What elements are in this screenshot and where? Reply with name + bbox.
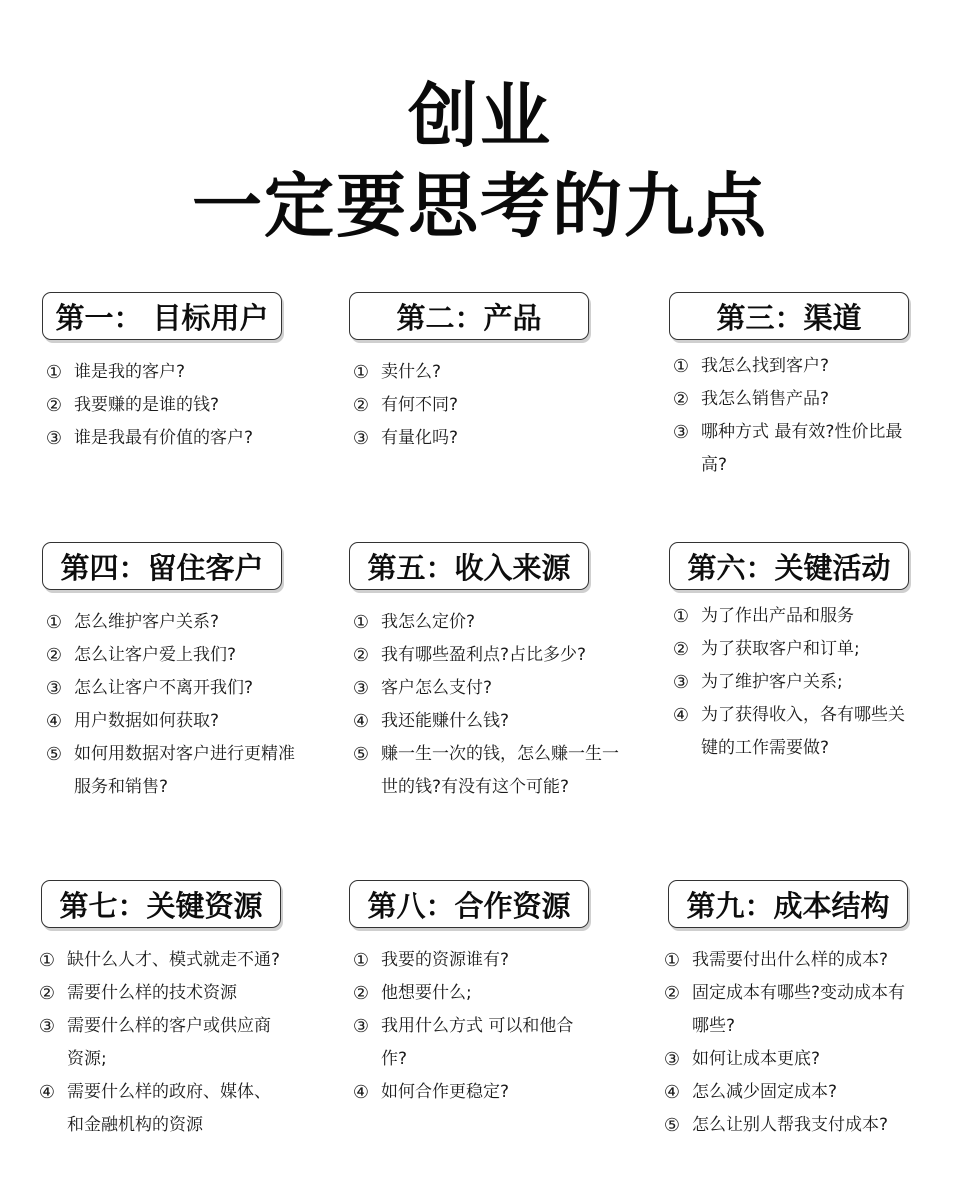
item-text: 怎么让客户爱上我们? bbox=[74, 645, 237, 665]
item-text: 为了获取客户和订单; bbox=[701, 639, 860, 659]
list-item bbox=[349, 422, 619, 455]
list-item bbox=[669, 350, 909, 383]
item-number: ③ bbox=[672, 422, 690, 443]
item-text: 谁是我的客户? bbox=[74, 362, 186, 382]
section-partner-resources bbox=[349, 880, 599, 1109]
item-text: 缺什么人才、模式就走不通? bbox=[67, 950, 281, 970]
list-item bbox=[42, 389, 302, 422]
section-revenue-sources bbox=[349, 542, 623, 804]
item-number: ② bbox=[352, 645, 370, 666]
item-number: ③ bbox=[45, 428, 63, 449]
item-text: 我用什么方式 可以和他合作? bbox=[381, 1016, 574, 1069]
item-number: ④ bbox=[672, 705, 690, 726]
item-list bbox=[349, 606, 623, 804]
list-item bbox=[660, 1043, 920, 1076]
section-header: 第三：渠道 bbox=[669, 292, 909, 340]
item-number: ① bbox=[38, 950, 56, 971]
list-item bbox=[349, 606, 623, 639]
list-item bbox=[660, 1076, 920, 1109]
item-number: ① bbox=[352, 612, 370, 633]
item-list bbox=[669, 350, 909, 482]
list-item bbox=[660, 1109, 920, 1142]
item-text: 如何合作更稳定? bbox=[381, 1082, 510, 1102]
section-header: 第六：关键活动 bbox=[669, 542, 909, 590]
list-item bbox=[669, 383, 909, 416]
section-header: 第一： 目标用户 bbox=[42, 292, 282, 340]
item-number: ② bbox=[45, 395, 63, 416]
item-list bbox=[35, 944, 285, 1142]
list-item bbox=[349, 944, 599, 977]
item-list bbox=[349, 356, 619, 455]
item-text: 我要赚的是谁的钱? bbox=[74, 395, 220, 415]
item-text: 需要什么样的政府、媒体、和金融机构的资源 bbox=[67, 1082, 271, 1135]
list-item bbox=[349, 977, 599, 1010]
list-item bbox=[42, 606, 304, 639]
list-item bbox=[669, 633, 909, 666]
item-number: ③ bbox=[352, 428, 370, 449]
section-header: 第八：合作资源 bbox=[349, 880, 589, 928]
list-item bbox=[349, 639, 623, 672]
list-item bbox=[349, 1010, 599, 1076]
item-list bbox=[669, 600, 909, 765]
item-text: 我有哪些盈利点?占比多少? bbox=[381, 645, 587, 665]
list-item bbox=[349, 738, 623, 804]
item-number: ① bbox=[352, 950, 370, 971]
item-number: ② bbox=[352, 395, 370, 416]
item-text: 怎么维护客户关系? bbox=[74, 612, 220, 632]
section-header: 第四：留住客户 bbox=[42, 542, 282, 590]
item-text: 怎么让别人帮我支付成本? bbox=[692, 1115, 889, 1135]
section-key-activities bbox=[669, 542, 909, 765]
list-item bbox=[349, 389, 619, 422]
item-number: ② bbox=[38, 983, 56, 1004]
item-text: 卖什么? bbox=[381, 362, 442, 382]
section-cost-structure bbox=[660, 880, 920, 1142]
section-header: 第九：成本结构 bbox=[668, 880, 908, 928]
list-item bbox=[35, 1010, 285, 1076]
item-number: ⑤ bbox=[45, 744, 63, 765]
item-number: ④ bbox=[45, 711, 63, 732]
list-item bbox=[42, 705, 304, 738]
list-item bbox=[349, 356, 619, 389]
item-number: ③ bbox=[38, 1016, 56, 1037]
item-text: 有何不同? bbox=[381, 395, 459, 415]
item-number: ③ bbox=[352, 678, 370, 699]
item-number: ② bbox=[663, 983, 681, 1004]
item-text: 我怎么找到客户? bbox=[701, 356, 830, 376]
list-item bbox=[35, 1076, 285, 1142]
item-list bbox=[349, 944, 599, 1109]
section-product bbox=[349, 292, 619, 455]
list-item bbox=[669, 416, 909, 482]
item-text: 哪种方式 最有效?性价比最高? bbox=[701, 422, 903, 475]
item-text: 我要的资源谁有? bbox=[381, 950, 510, 970]
list-item bbox=[349, 1076, 599, 1109]
item-text: 他想要什么; bbox=[381, 983, 472, 1003]
list-item bbox=[35, 977, 285, 1010]
item-number: ① bbox=[663, 950, 681, 971]
list-item bbox=[349, 672, 623, 705]
section-header: 第五：收入来源 bbox=[349, 542, 589, 590]
item-text: 需要什么样的技术资源 bbox=[67, 983, 237, 1003]
item-list bbox=[42, 356, 302, 455]
item-text: 如何让成本更底? bbox=[692, 1049, 821, 1069]
item-number: ③ bbox=[352, 1016, 370, 1037]
list-item bbox=[42, 356, 302, 389]
item-text: 我还能赚什么钱? bbox=[381, 711, 510, 731]
item-text: 我需要付出什么样的成本? bbox=[692, 950, 889, 970]
list-item bbox=[349, 705, 623, 738]
item-number: ① bbox=[45, 362, 63, 383]
item-number: ② bbox=[352, 983, 370, 1004]
list-item bbox=[669, 600, 909, 633]
item-text: 为了维护客户关系; bbox=[701, 672, 843, 692]
page-title-line-2: 一定要思考的九点 bbox=[192, 165, 768, 247]
list-item bbox=[35, 944, 285, 977]
item-number: ⑤ bbox=[663, 1115, 681, 1136]
item-text: 固定成本有哪些?变动成本有哪些? bbox=[692, 983, 906, 1036]
section-target-users bbox=[42, 292, 302, 455]
item-list bbox=[660, 944, 920, 1142]
item-text: 谁是我最有价值的客户? bbox=[74, 428, 254, 448]
item-number: ② bbox=[672, 389, 690, 410]
item-number: ① bbox=[672, 606, 690, 627]
item-number: ⑤ bbox=[352, 744, 370, 765]
item-text: 为了作出产品和服务 bbox=[701, 606, 854, 626]
item-number: ① bbox=[672, 356, 690, 377]
list-item bbox=[42, 738, 304, 804]
section-channels bbox=[669, 292, 909, 482]
item-text: 需要什么样的客户或供应商资源; bbox=[67, 1016, 271, 1069]
item-text: 有量化吗? bbox=[381, 428, 459, 448]
item-text: 怎么让客户不离开我们? bbox=[74, 678, 254, 698]
section-header: 第七：关键资源 bbox=[41, 880, 281, 928]
item-number: ② bbox=[672, 639, 690, 660]
list-item bbox=[660, 977, 920, 1043]
item-number: ① bbox=[45, 612, 63, 633]
list-item bbox=[42, 672, 304, 705]
item-number: ④ bbox=[663, 1082, 681, 1103]
item-text: 赚一生一次的钱，怎么赚一生一世的钱?有没有这个可能? bbox=[381, 744, 619, 797]
item-number: ③ bbox=[672, 672, 690, 693]
item-number: ④ bbox=[352, 711, 370, 732]
item-text: 为了获得收入，各有哪些关键的工作需要做? bbox=[701, 705, 905, 758]
page-title-line-1: 创业 bbox=[408, 75, 552, 157]
item-text: 用户数据如何获取? bbox=[74, 711, 220, 731]
section-retain-customers bbox=[42, 542, 304, 804]
section-header: 第二：产品 bbox=[349, 292, 589, 340]
item-number: ② bbox=[45, 645, 63, 666]
item-number: ① bbox=[352, 362, 370, 383]
item-number: ③ bbox=[45, 678, 63, 699]
section-key-resources bbox=[35, 880, 285, 1142]
item-text: 我怎么定价? bbox=[381, 612, 476, 632]
list-item bbox=[42, 422, 302, 455]
item-text: 我怎么销售产品? bbox=[701, 389, 830, 409]
list-item bbox=[669, 699, 909, 765]
list-item bbox=[669, 666, 909, 699]
item-text: 怎么减少固定成本? bbox=[692, 1082, 838, 1102]
item-text: 客户怎么支付? bbox=[381, 678, 493, 698]
list-item bbox=[42, 639, 304, 672]
item-number: ③ bbox=[663, 1049, 681, 1070]
item-number: ④ bbox=[352, 1082, 370, 1103]
item-list bbox=[42, 606, 304, 804]
item-text: 如何用数据对客户进行更精准服务和销售? bbox=[74, 744, 295, 797]
list-item bbox=[660, 944, 920, 977]
item-number: ④ bbox=[38, 1082, 56, 1103]
